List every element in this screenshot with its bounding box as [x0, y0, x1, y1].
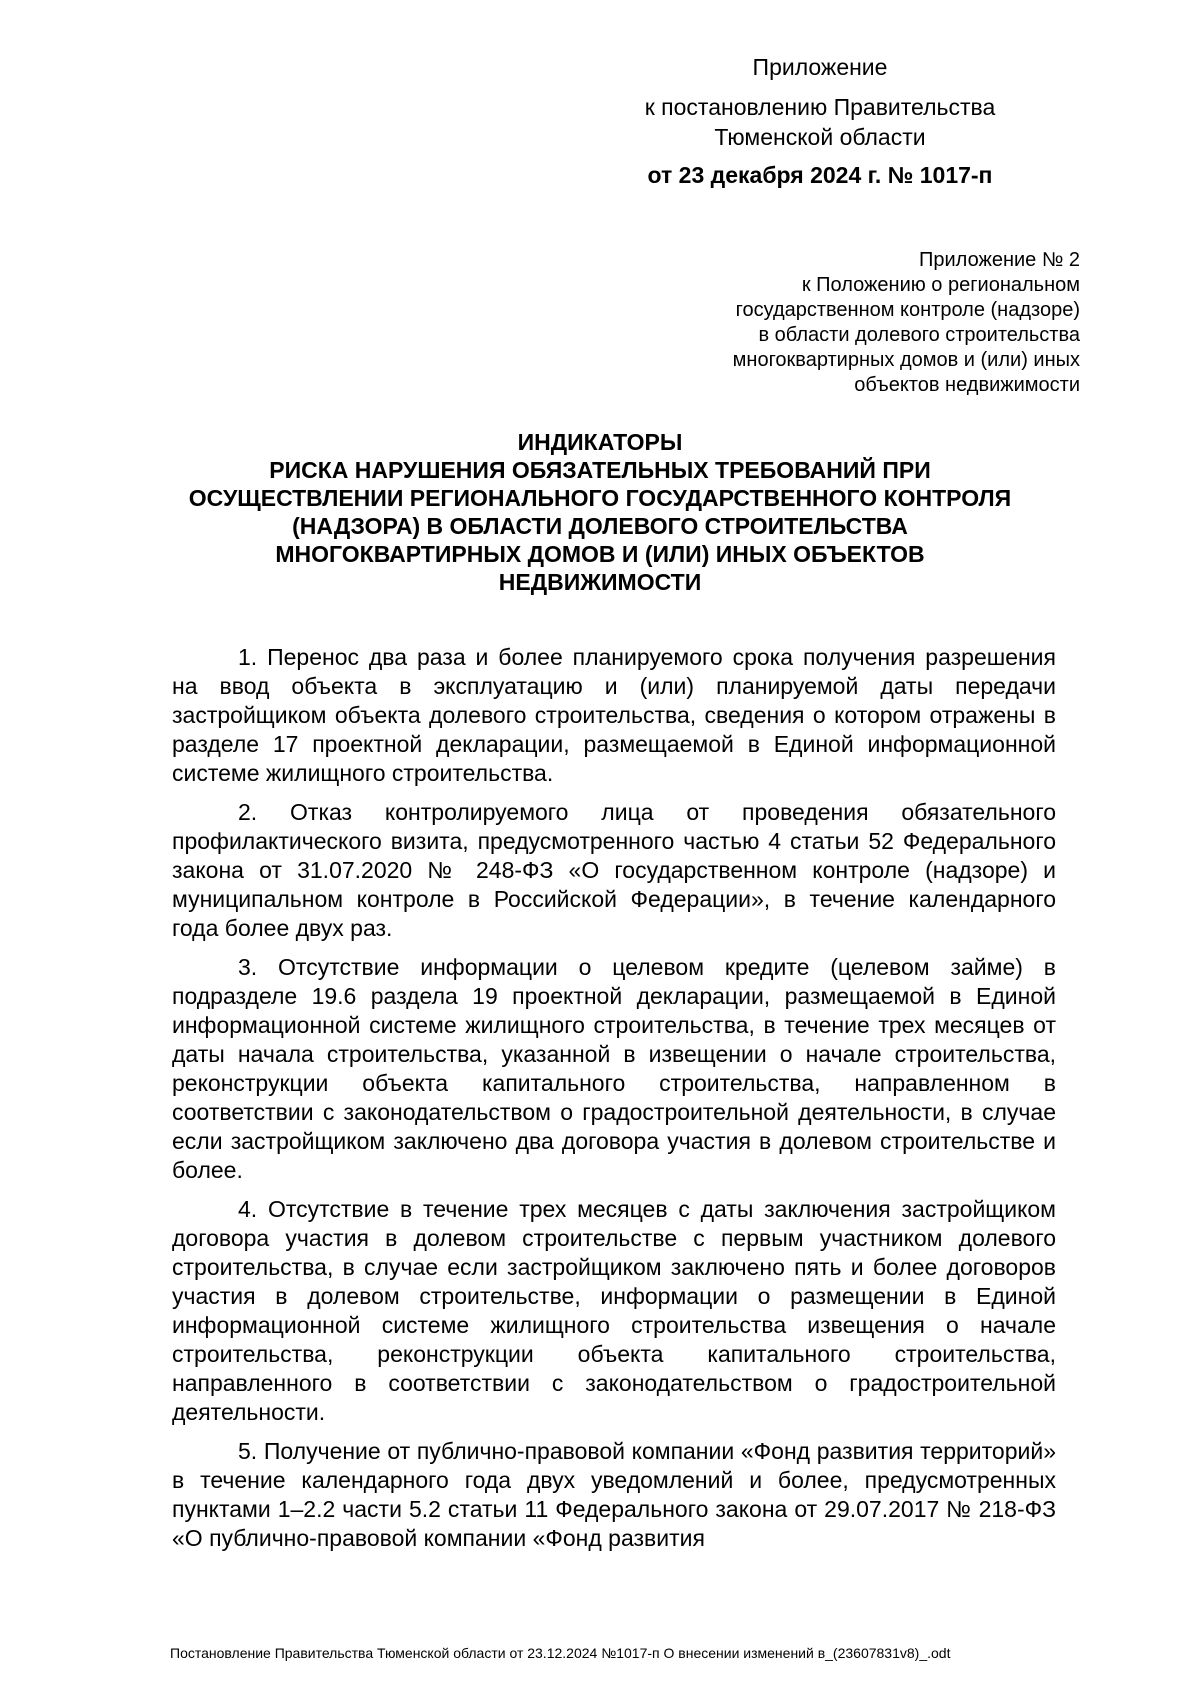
paragraph-5: 5. Получение от публично-правовой компании «Фонд развития территорий» в течение календарного года двух уведомлений и более, предусмотренных пунктами 1–2.2 части 5.2 статьи 11 Федерального закона от 29.07.2017 № 218-ФЗ «О публично-правовой компании «Фонд развития	[172, 1438, 1056, 1551]
appendix-2-line: многоквартирных домов и (или) иных	[732, 349, 1080, 371]
paragraph-4: 4. Отсутствие в течение трех месяцев с даты заключения застройщиком договора участия в долевом строительстве с первым участником долевого строительства, в случае если застройщиком заключено пять и более договоров участия в долевом строительстве, информации о размещении в Единой информационной системе жилищного строительства извещения о начале строительства, реконструкции объекта капитального строительства, направленного в соответствии с законодательством о градостроительной деятельности.	[172, 1196, 1056, 1425]
appendix-2-line: в области долевого строительства	[758, 324, 1080, 346]
page-footer: Постановление Правительства Тюменской области от 23.12.2024 №1017-п О внесении изменений в_(23607831v8)_.odt	[170, 1645, 951, 1661]
paragraph-1: 1. Перенос два раза и более планируемого срока получения разрешения на ввод объекта в эксплуатацию и (или) планируемой даты передачи застройщиком объекта долевого строительства, сведения о котором отражены в разделе 17 проектной декларации, размещаемой в Единой информационной системе жилищного строительства.	[172, 644, 1056, 786]
title-line: РИСКА НАРУШЕНИЯ ОБЯЗАТЕЛЬНЫХ ТРЕБОВАНИЙ ПРИ	[269, 457, 931, 483]
resolution-reference-line-1: к постановлению Правительства	[644, 94, 996, 120]
document-title	[150, 428, 1050, 596]
paragraph-3: 3. Отсутствие информации о целевом кредите (целевом займе) в подразделе 19.6 раздела 19 проектной декларации, размещаемой в Единой информационной системе жилищного строительства, в течение трех месяцев от даты начала строительства, указанной в извещении о начале строительства, реконструкции объекта капитального строительства, направленном в соответствии с законодательством о градостроительной деятельности, в случае если застройщиком заключено два договора участия в долевом строительстве и более.	[172, 954, 1056, 1183]
resolution-reference-line-2: Тюменской области	[714, 124, 926, 150]
title-line: ИНДИКАТОРЫ	[517, 429, 683, 455]
title-line: МНОГОКВАРТИРНЫХ ДОМОВ И (ИЛИ) ИНЫХ ОБЪЕКТОВ	[275, 541, 925, 567]
document-body	[172, 643, 1056, 1563]
appendix-2-line: объектов недвижимости	[854, 374, 1080, 396]
paragraph-2: 2. Отказ контролируемого лица от проведения обязательного профилактического визита, предусмотренного частью 4 статьи 52 Федерального закона от 31.07.2020 № 248-ФЗ «О государственном контроле (надзоре) и муниципальном контроле в Российской Федерации», в течение календарного года более двух раз.	[172, 799, 1056, 941]
title-line: (НАДЗОРА) В ОБЛАСТИ ДОЛЕВОГО СТРОИТЕЛЬСТВА	[292, 513, 908, 539]
appendix-label: Приложение	[752, 54, 888, 80]
resolution-reference	[600, 92, 1040, 152]
title-line: НЕДВИЖИМОСТИ	[498, 569, 702, 595]
title-line: ОСУЩЕСТВЛЕНИИ РЕГИОНАЛЬНОГО ГОСУДАРСТВЕННОГО КОНТРОЛЯ	[188, 485, 1012, 511]
appendix-2-reference	[620, 248, 1080, 398]
resolution-date-number: от 23 декабря 2024 г. № 1017-п	[647, 162, 993, 188]
appendix-2-line: государственном контроле (надзоре)	[735, 299, 1080, 321]
appendix-2-line: Приложение № 2	[919, 249, 1080, 271]
appendix-2-line: к Положению о региональном	[801, 274, 1080, 296]
